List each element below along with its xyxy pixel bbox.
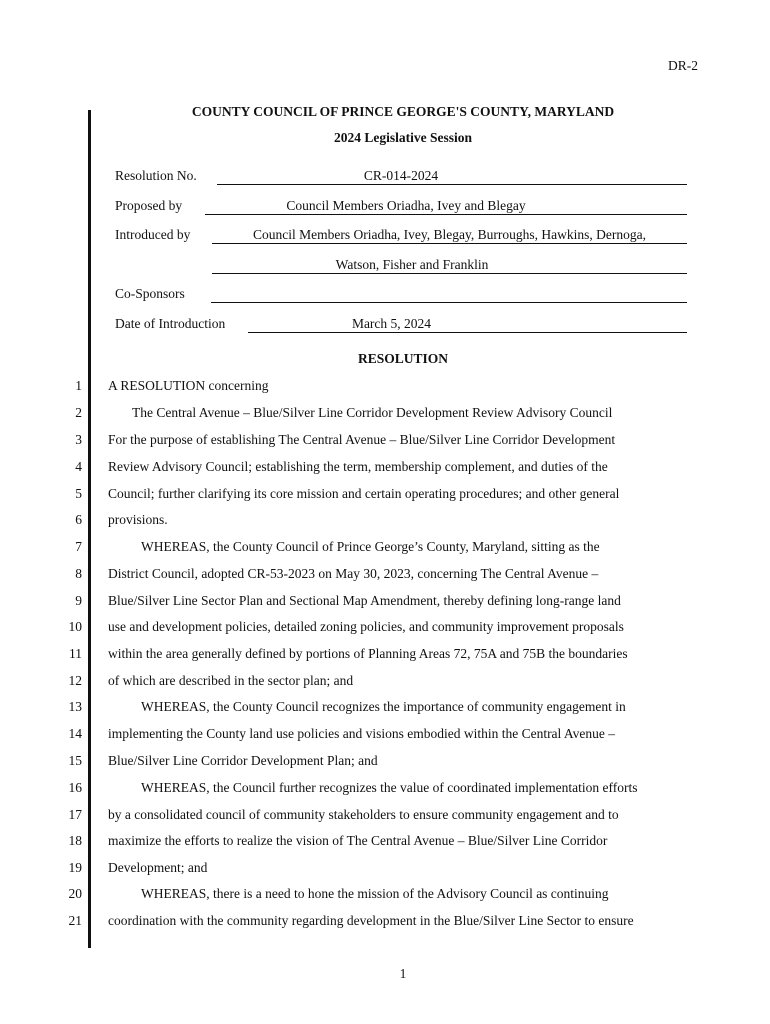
body-line: Council; further clarifying its core mission and certain operating procedures; and other general	[108, 486, 620, 501]
line-number: 20	[68, 886, 82, 901]
margin-bar	[88, 110, 91, 948]
body-line: of which are described in the sector plan; and	[108, 673, 354, 688]
introduced-by-value-1: Council Members Oriadha, Ivey, Blegay, Burroughs, Hawkins, Dernoga,	[252, 227, 647, 242]
body-line: A RESOLUTION concerning	[108, 378, 269, 393]
body-line: WHEREAS, the Council further recognizes the value of coordinated implementation efforts	[141, 780, 638, 795]
line-number: 17	[68, 807, 82, 822]
line-number: 10	[68, 619, 82, 634]
body-line: provisions.	[108, 512, 168, 527]
introduced-by-value-2: Watson, Fisher and Franklin	[335, 257, 489, 272]
body-line: use and development policies, detailed zoning policies, and community improvement proposals	[108, 619, 624, 634]
date-of-introduction-value: March 5, 2024	[351, 316, 432, 331]
date-of-introduction-line	[248, 332, 687, 333]
body-line: WHEREAS, the County Council of Prince George’s County, Maryland, sitting as the	[141, 539, 600, 554]
body-line: For the purpose of establishing The Central Avenue – Blue/Silver Line Corridor Development	[108, 432, 616, 447]
page-number: 1	[399, 966, 407, 981]
line-number: 14	[68, 726, 82, 741]
body-line: District Council, adopted CR-53-2023 on May 30, 2023, concerning The Central Avenue –	[108, 566, 599, 581]
body-line: The Central Avenue – Blue/Silver Line Corridor Development Review Advisory Council	[132, 405, 613, 420]
line-number: 8	[75, 566, 82, 581]
line-number: 18	[68, 833, 82, 848]
proposed-by-value: Council Members Oriadha, Ivey and Blegay	[286, 198, 526, 213]
introduced-by-line-1	[212, 243, 687, 244]
line-number: 9	[75, 593, 82, 608]
council-title: COUNTY COUNCIL OF PRINCE GEORGE'S COUNTY, MARYLAND	[191, 104, 615, 119]
co-sponsors-line	[211, 302, 687, 303]
line-number: 12	[68, 673, 82, 688]
body-line: coordination with the community regarding development in the Blue/Silver Line Sector to ensure	[108, 913, 634, 928]
line-number: 5	[75, 486, 82, 501]
line-number: 13	[68, 699, 82, 714]
line-number: 7	[75, 539, 82, 554]
line-number: 15	[68, 753, 82, 768]
body-line: maximize the efforts to realize the vision of The Central Avenue – Blue/Silver Line Corridor	[108, 833, 608, 848]
proposed-by-line	[205, 214, 687, 215]
line-number: 19	[68, 860, 82, 875]
line-number: 4	[75, 459, 82, 474]
proposed-by-label: Proposed by	[115, 198, 183, 213]
body-line: implementing the County land use policies and visions embodied within the Central Avenue –	[108, 726, 616, 741]
line-number: 16	[68, 780, 82, 795]
line-number: 1	[75, 378, 82, 393]
body-line: Development; and	[108, 860, 208, 875]
resolution-no-value: CR-014-2024	[363, 168, 439, 183]
body-line: Blue/Silver Line Corridor Development Plan; and	[108, 753, 378, 768]
resolution-heading: RESOLUTION	[357, 351, 449, 366]
resolution-no-label: Resolution No.	[115, 168, 197, 183]
body-line: Review Advisory Council; establishing the term, membership complement, and duties of the	[108, 459, 608, 474]
line-number: 6	[75, 512, 82, 527]
co-sponsors-label: Co-Sponsors	[115, 286, 185, 301]
introduced-by-label: Introduced by	[115, 227, 191, 242]
body-line: within the area generally defined by portions of Planning Areas 72, 75A and 75B the boundaries	[108, 646, 628, 661]
body-line: WHEREAS, there is a need to hone the mission of the Advisory Council as continuing	[141, 886, 609, 901]
introduced-by-line-2	[212, 273, 687, 274]
body-line: Blue/Silver Line Sector Plan and Sectional Map Amendment, thereby defining long-range land	[108, 593, 621, 608]
line-number: 2	[75, 405, 82, 420]
line-number: 3	[75, 432, 82, 447]
body-line: WHEREAS, the County Council recognizes the importance of community engagement in	[141, 699, 626, 714]
line-number: 11	[69, 646, 82, 661]
line-number: 21	[68, 913, 82, 928]
resolution-no-line	[217, 184, 687, 185]
document-code: DR-2	[668, 58, 698, 73]
body-line: by a consolidated council of community stakeholders to ensure community engagement and to	[108, 807, 619, 822]
date-of-introduction-label: Date of Introduction	[115, 316, 226, 331]
session-title: 2024 Legislative Session	[333, 130, 472, 145]
